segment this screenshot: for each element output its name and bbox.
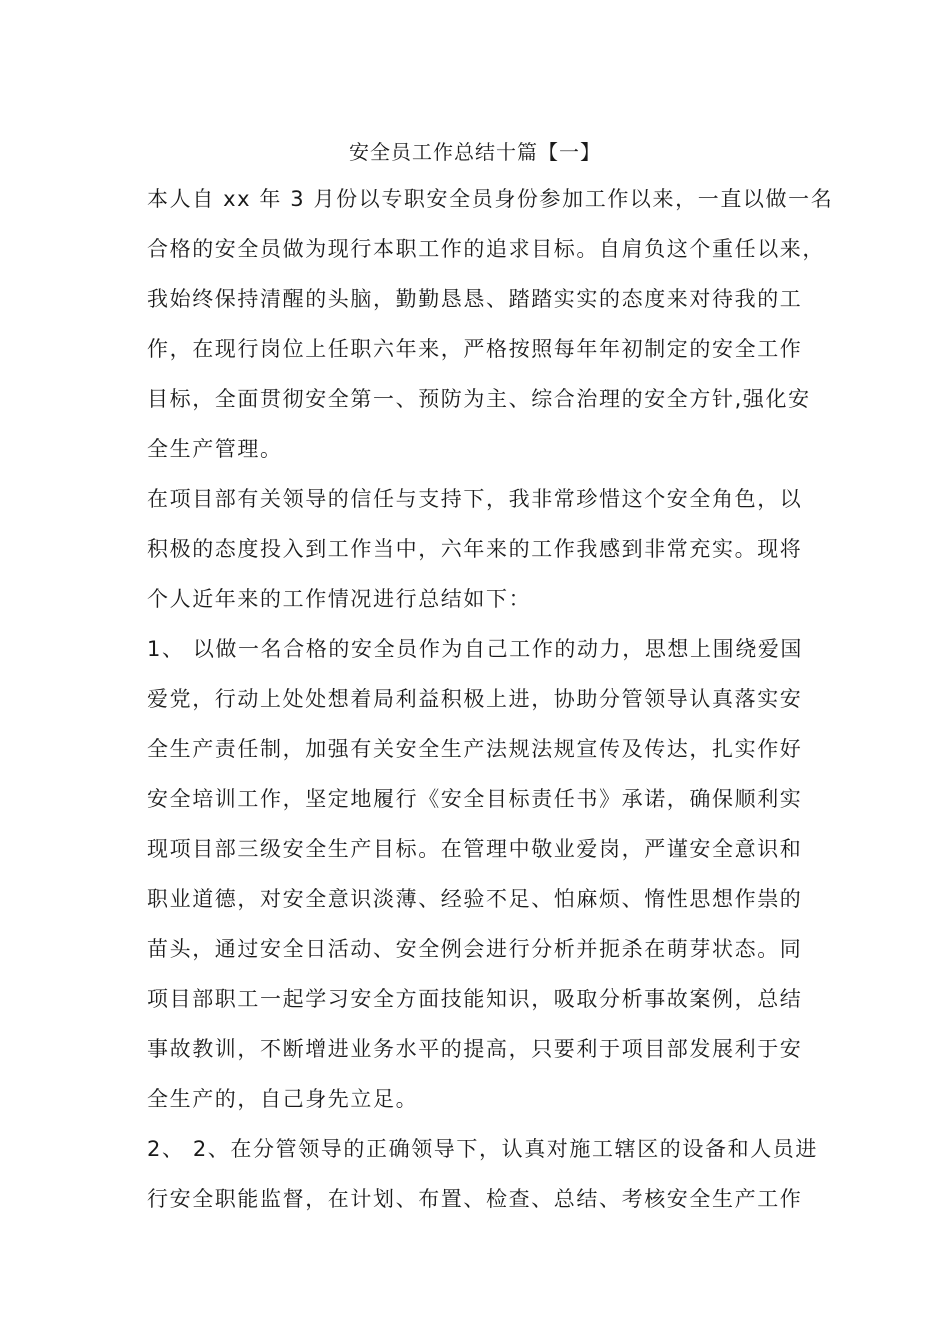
body-line: 1、 以做一名合格的安全员作为自己工作的动力，思想上围绕爱国 [147, 637, 804, 661]
body-line: 事故教训，不断增进业务水平的提高，只要利于项目部发展利于安 [147, 1037, 803, 1061]
body-line: 行安全职能监督，在计划、布置、检查、总结、考核安全生产工作 [147, 1187, 803, 1211]
body-line: 我始终保持清醒的头脑，勤勤恳恳、踏踏实实的态度来对待我的工 [147, 287, 803, 311]
body-line: 目标，全面贯彻安全第一、预防为主、综合治理的安全方针,强化安 [147, 387, 811, 411]
body-line: 个人近年来的工作情况进行总结如下： [147, 587, 532, 611]
body-line: 积极的态度投入到工作当中，六年来的工作我感到非常充实。现将 [147, 537, 803, 561]
body-line: 安全培训工作，坚定地履行《安全目标责任书》承诺，确保顺利实 [147, 787, 803, 811]
document-body [147, 182, 834, 1232]
body-line: 职业道德，对安全意识淡薄、经验不足、怕麻烦、惰性思想作祟的 [147, 887, 803, 911]
body-line: 全生产责任制，加强有关安全生产法规法规宣传及传达，扎实作好 [147, 737, 803, 761]
body-line: 本人自 xx 年 3 月份以专职安全员身份参加工作以来，一直以做一名 [147, 187, 834, 211]
body-line: 作，在现行岗位上任职六年来，严格按照每年年初制定的安全工作 [147, 337, 803, 361]
body-line: 全生产的，自己身先立足。 [147, 1087, 419, 1111]
body-line: 苗头，通过安全日活动、安全例会进行分析并扼杀在萌芽状态。同 [147, 937, 803, 961]
body-line: 在项目部有关领导的信任与支持下，我非常珍惜这个安全角色，以 [147, 487, 803, 511]
body-line: 现项目部三级安全生产目标。在管理中敬业爱岗，严谨安全意识和 [147, 837, 803, 861]
body-line: 全生产管理。 [147, 437, 283, 461]
body-line: 2、 2、在分管领导的正确领导下，认真对施工辖区的设备和人员进 [147, 1137, 818, 1161]
body-line: 爱党，行动上处处想着局利益积极上进，协助分管领导认真落实安 [147, 687, 803, 711]
body-line: 合格的安全员做为现行本职工作的追求目标。自肩负这个重任以来， [147, 237, 825, 261]
body-line: 项目部职工一起学习安全方面技能知识，吸取分析事故案例，总结 [147, 987, 803, 1011]
document-title: 安全员工作总结十篇【一】 [349, 140, 601, 164]
